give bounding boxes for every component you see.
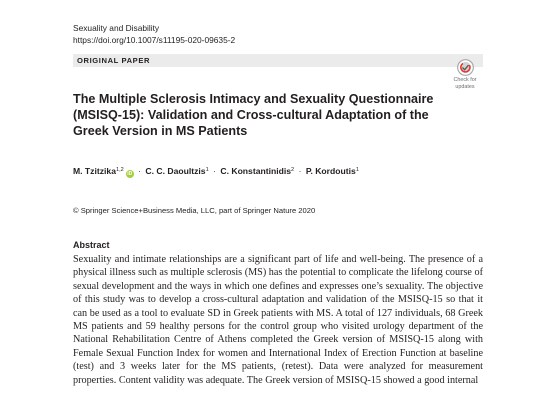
check-for-updates-line2: updates xyxy=(455,84,475,90)
author-affiliation: 1 xyxy=(205,167,209,173)
check-for-updates-line1: Check for xyxy=(453,77,477,83)
author-name[interactable]: C. Konstantinidis xyxy=(220,166,292,176)
author-name[interactable]: P. Kordoutis xyxy=(305,166,356,176)
author-list xyxy=(73,166,359,178)
orcid-icon[interactable]: iD xyxy=(127,171,133,177)
author-separator: · xyxy=(213,166,216,176)
abstract-body: Sexuality and intimate relationships are a significant part of life and well-being. The presence of a physical illness such as multiple sclerosis (MS) has the potential to complicate the lifelong course of sexual development and the ways in which one defines and expresses one’s sexuality. The objective of this study was to develop a cross-cultural adaptation and validation of the MSISQ-15 so that it can be used as a tool to evaluate SD in Greek patients with MS. A total of 127 individuals, 68 Greek MS patients and 59 healthy persons for the control group who visited urology department of the National Rehabilitation Centre of Athens completed the Greek version of MSISQ-15 along with Female Sexual Function Index for women and International Index of Erection Function at baseline (test) and 3 weeks later for the MS patients, (retest). Data were analyzed for measurement properties. Content validity was adequate. The Greek version of MSISQ-15 showed a good internal xyxy=(73,254,483,386)
article-type-label: ORIGINAL PAPER xyxy=(77,56,151,65)
journal-name: Sexuality and Disability xyxy=(73,23,160,33)
article-type-bar xyxy=(73,54,483,67)
abstract-heading: Abstract xyxy=(73,240,110,250)
check-for-updates-badge[interactable] xyxy=(452,59,478,90)
author-affiliation: 1 xyxy=(355,167,359,173)
author-separator: · xyxy=(138,166,142,176)
author-name[interactable]: C. C. Daoultzis xyxy=(145,166,206,176)
author-affiliation: 2 xyxy=(291,167,295,173)
check-for-updates-icon xyxy=(457,59,474,76)
author-separator: · xyxy=(298,166,302,176)
doi-link[interactable]: https://doi.org/10.1007/s11195-020-09635-2 xyxy=(73,35,236,45)
copyright-notice: © Springer Science+Business Media, LLC, part of Springer Nature 2020 xyxy=(73,206,316,215)
author-name[interactable]: M. Tzitzika xyxy=(73,166,116,176)
article-title: The Multiple Sclerosis Intimacy and Sexuality Questionnaire (MSISQ-15): Validation and Cross-cultural Adaptation of the Greek Version in MS Patients xyxy=(73,92,434,138)
author-affiliation: 1,2 xyxy=(115,167,124,173)
